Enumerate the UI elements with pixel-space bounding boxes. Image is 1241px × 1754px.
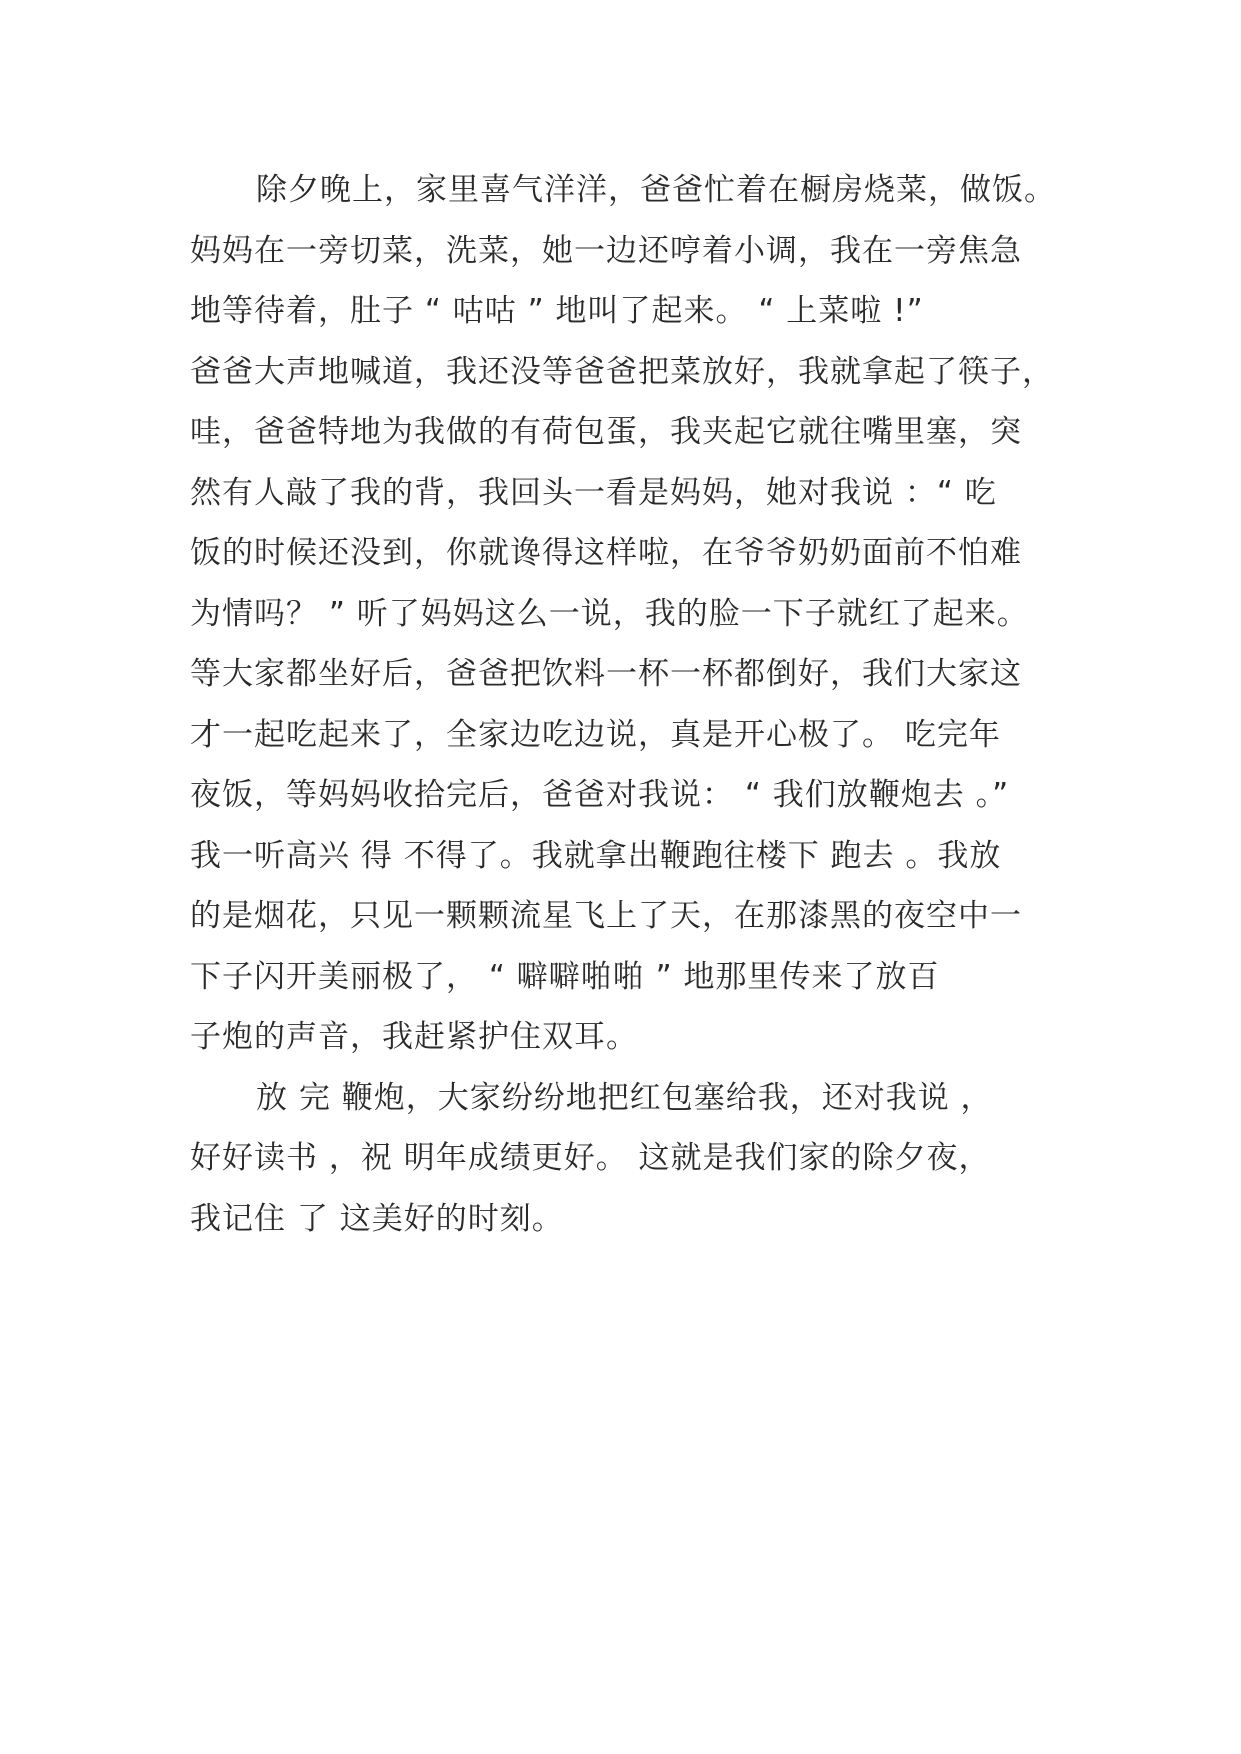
essay-line: 的是烟花，只见一颗颗流星飞上了天，在那漆黑的夜空中一: [190, 898, 1022, 934]
essay-line: 我记住 了 这美好的时刻。: [190, 1200, 564, 1237]
essay-line: 我一听高兴 得 不得了。我就拿出鞭跑往楼下 跑去 。我放: [190, 837, 1002, 874]
essay-line: 为情吗？ ” 听了妈妈这么一说，我的脸一下子就红了起来。: [190, 595, 1029, 632]
essay-line: 除夕晚上，家里喜气洋洋，爸爸忙着在橱房烧菜，做饭。: [256, 172, 1056, 208]
essay-body: [190, 160, 1070, 1249]
essay-line: 好好读书 ，祝 明年成绩更好。 这就是我们家的除夕夜，: [190, 1140, 991, 1176]
essay-line: 爸爸大声地喊道，我还没等爸爸把菜放好，我就拿起了筷子，: [190, 353, 1054, 390]
essay-line: 然有人敲了我的背，我回头一看是妈妈，她对我说 ：“ 吃: [190, 474, 997, 511]
essay-line: 才一起吃起来了，全家边吃边说，真是开心极了。 吃完年: [190, 716, 1001, 753]
essay-line: 子炮的声音，我赶紧护住双耳。: [190, 1019, 638, 1055]
essay-line: 饭的时候还没到，你就谗得这样啦，在爷爷奶奶面前不怕难: [190, 535, 1022, 571]
essay-line: 放 完 鞭炮，大家纷纷地把红包塞给我，还对我说 ，: [256, 1079, 993, 1116]
essay-line: 哇，爸爸特地为我做的有荷包蛋，我夹起它就往嘴里塞，突: [190, 414, 1022, 450]
essay-line: 夜饭，等妈妈收拾完后，爸爸对我说： “ 我们放鞭炮去 。”: [190, 777, 1010, 813]
essay-line: 妈妈在一旁切菜，洗菜，她一边还哼着小调，我在一旁焦急: [190, 232, 1022, 269]
essay-line: 地等待着，肚子 “ 咕咕 ” 地叫了起来。 “ 上菜啦 !”: [190, 293, 924, 329]
essay-line: 下子闪开美丽极了， “ 噼噼啪啪 ” 地那里传来了放百: [190, 958, 940, 995]
essay-line: 等大家都坐好后，爸爸把饮料一杯一杯都倒好，我们大家这: [190, 656, 1022, 692]
